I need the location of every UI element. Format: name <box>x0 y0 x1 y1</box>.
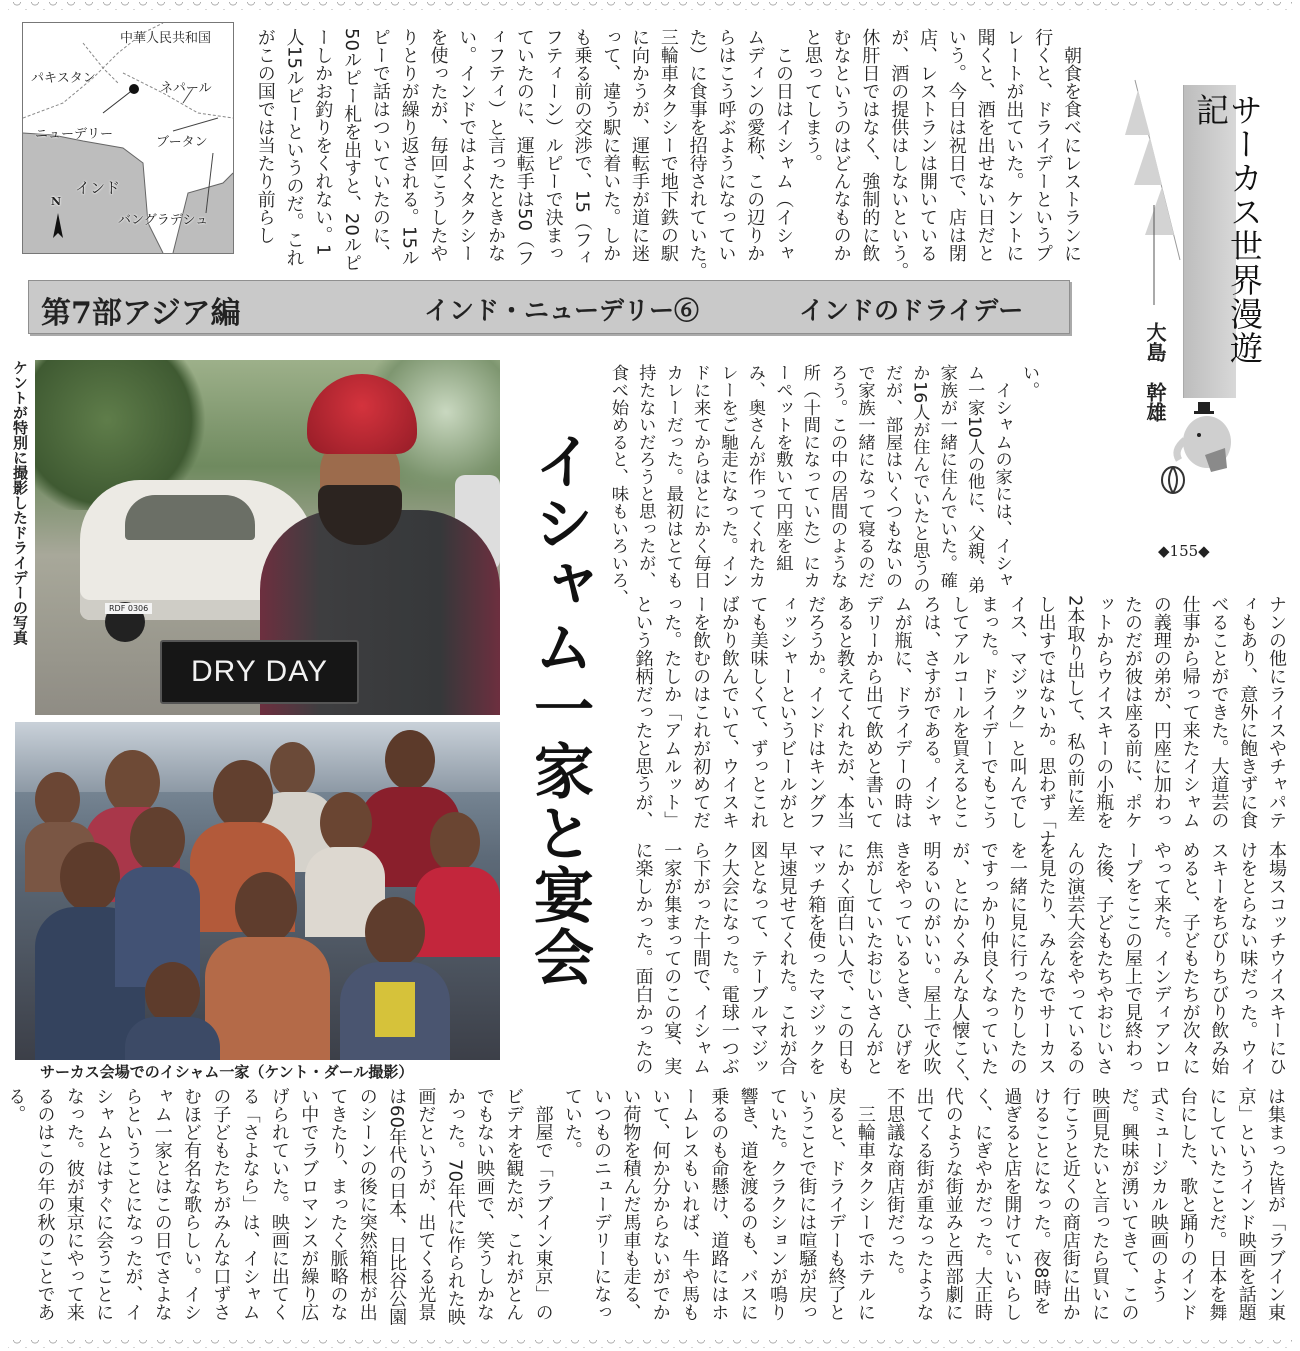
bottom-border <box>8 1340 1292 1348</box>
series-title-banner <box>1183 85 1264 398</box>
text-column: きをやっているとき、ひげを <box>891 841 913 1075</box>
text-column: ろう。この中の居間のような <box>827 364 848 589</box>
text-column: 仕事から帰って来たイシャム <box>1179 595 1201 829</box>
text-column: い荷物を積んだ馬車も走る、 <box>620 1087 642 1321</box>
text-column: べることができた。大道芸の <box>1208 595 1230 829</box>
text-column: 休肝日ではなく、強制的に飲 <box>859 28 881 262</box>
text-column: ィもあり、意外に飽きずに食 <box>1237 595 1259 829</box>
text-column: ですっかり仲良くなっていた <box>978 841 1000 1075</box>
text-column: 台にした、歌と踊りのインド <box>1177 1087 1199 1321</box>
text-column: ナンの他にライスやチャパテ <box>1266 595 1287 829</box>
text-column: か16人が住んでいたと思うの <box>909 364 930 594</box>
text-column: らということになったが、イ <box>122 1087 144 1321</box>
text-column: 家族が一緒に住んでいた。確 <box>936 364 957 589</box>
text-column: むなというのはどんなものか <box>830 28 852 262</box>
text-column: 画だというが、出てくる光景 <box>415 1087 437 1321</box>
text-column: ムディンの愛称、この辺りか <box>744 28 766 262</box>
band-part: 第7部アジア編 <box>41 296 241 331</box>
text-column: ットからウイスキーの小瓶を <box>1093 595 1115 829</box>
text-column: 焦がしていたおじいさんがと <box>862 841 884 1075</box>
map-label-china: 中華人民共和国 <box>120 31 212 46</box>
article-block-3 <box>628 595 1290 847</box>
text-column: った。たしか「アムルット」 <box>661 595 683 829</box>
text-column: 三輪車タクシーでホテルに <box>854 1087 876 1321</box>
text-column: ピーで話はついていたのに、 <box>369 28 391 262</box>
map-label-india: インド <box>75 179 121 197</box>
map-label-new-delhi: ニューデリー <box>35 127 114 142</box>
text-column: に楽しかった。面白かったの <box>632 841 654 1075</box>
text-column: って、違う駅に着いた。しか <box>600 28 622 262</box>
text-column: 本場スコッチウイスキーにひ <box>1266 841 1287 1075</box>
text-column: けをとらない味だった。ウイ <box>1237 841 1259 1075</box>
text-column: げられていた。映画に出てく <box>268 1087 290 1321</box>
map-label-north: N <box>51 195 62 208</box>
text-column: は集まった皆が「ラブイン東 <box>1265 1087 1286 1321</box>
text-column: レートが出ていた。ケントに <box>1003 28 1025 262</box>
text-column: という銘柄だったと思うが、 <box>632 595 654 829</box>
dry-day-sign <box>160 640 359 704</box>
text-column: マッチ箱を使ったマジックを <box>805 841 827 1075</box>
text-column: イシャムの家には、イシャ <box>991 364 1012 589</box>
text-column: ム一家10人の他に、父親、弟 <box>964 364 985 594</box>
family-photo-caption: サーカス会場でのイシャム一家（ケント・ダール撮影） <box>40 1063 414 1081</box>
text-column: い。 <box>1019 364 1039 399</box>
text-column: 所（十間になっていた）にカ <box>799 364 820 589</box>
dry-day-photo <box>35 360 500 715</box>
text-column: ク大会になった。電球一つぶ <box>718 841 740 1075</box>
map-label-nepal: ネパール <box>160 81 212 96</box>
text-column: を使ったが、毎回こうしたや <box>427 28 449 262</box>
text-column: レーをご馳走になった。イン <box>717 364 738 589</box>
text-column: を見たり、みんなでサーカス <box>1035 841 1057 1075</box>
text-column: なった。彼が東京にやって来 <box>63 1087 85 1321</box>
text-column: み、奥さんが作ってくれたカ <box>744 364 765 589</box>
text-column: イス、マジック」と叫んでし <box>1006 595 1028 829</box>
text-column: にしていたことだ。日本を舞 <box>1206 1087 1228 1321</box>
text-column: た）に食事を招待されていた。 <box>686 28 708 280</box>
text-column: 過ぎると店を開けていいらし <box>1001 1087 1023 1321</box>
text-column: ムが瓶に、ドライデーの時は <box>891 595 913 829</box>
text-column: いつものニューデリーになっ <box>591 1087 613 1321</box>
installment-number: ◆155◆ <box>1158 542 1210 560</box>
band-location: インド・ニューデリー⑥ <box>424 296 700 325</box>
text-column: 京」というインド映画を話題 <box>1235 1087 1257 1321</box>
text-column: 図となって、テーブルマジッ <box>747 841 769 1075</box>
text-column: 持たないだろうと思ったが、 <box>635 364 656 589</box>
text-column: いうことで街には喧騒が戻っ <box>796 1087 818 1321</box>
text-column: 出てくる街が重なったような <box>913 1087 935 1321</box>
text-column: 行こうと近くの商店街に出か <box>1059 1087 1081 1321</box>
text-column: ーしかお釣りをくれない。1 <box>312 28 334 256</box>
text-column: ドに来てからはとにかく毎日 <box>690 364 711 589</box>
text-column: 乗るのも命懸け、道路にはホ <box>708 1087 730 1321</box>
text-column: 2本取り出して、私の前に差 <box>1064 595 1086 823</box>
text-column: も乗る前の交渉で、15（フィ <box>571 28 593 267</box>
text-column: のシーンの後に突然箱根が出 <box>356 1087 378 1321</box>
text-column: にかく面白い人で、この日も <box>834 841 856 1075</box>
text-column: の子どもたちがみんな口ずさ <box>210 1087 232 1321</box>
band-subtitle: インドのドライデー <box>799 296 1024 325</box>
text-column: ビデオを観たが、これがとん <box>503 1087 525 1321</box>
text-column: ーを飲むのはこれが初めてだ <box>690 595 712 829</box>
license-plate: RDF 0306 <box>105 603 152 614</box>
text-column: でもない映画で、笑うしかな <box>473 1087 495 1321</box>
text-column: 代のような街並みと西部劇に <box>942 1087 964 1321</box>
text-column: てきたり、まったく脈略のな <box>327 1087 349 1321</box>
text-column: ていた。 <box>561 1087 583 1159</box>
text-column: だ。興味が湧いてきて、この <box>1118 1087 1140 1321</box>
elephant-mascot-icon <box>1155 400 1235 495</box>
text-column: ィッシャーというビールがと <box>776 595 798 829</box>
text-column: 早速見せてくれた。これが合 <box>776 841 798 1075</box>
text-column: い。インドではよくタクシー <box>456 28 478 262</box>
article-block-4 <box>628 841 1290 1093</box>
text-column: を一緒に見に行ったりしたの <box>1006 841 1028 1075</box>
text-column: 朝食を食べにレストランに <box>1061 28 1082 262</box>
text-column: ろは、さすがである。イシャ <box>920 595 942 829</box>
text-column: 式ミュージカル映画のよう <box>1147 1087 1169 1303</box>
text-column: で家族一緒になって寝るのだ <box>854 364 875 589</box>
text-column: 行くと、ドライデーというプ <box>1032 28 1054 262</box>
text-column: 食べ始めると、味もいろいろ、 <box>607 364 628 607</box>
text-column: いう。今日は祝日で、店は閉 <box>945 28 967 262</box>
text-column: してアルコールを買えるとこ <box>949 595 971 829</box>
text-column: し出すではないか。思わず「ナ <box>1035 595 1057 847</box>
text-column: ていたのに、運転手は50（フ <box>513 28 535 267</box>
text-column: シャムとはすぐに会うことに <box>93 1087 115 1321</box>
series-title: サーカス世界漫遊記 <box>1191 93 1264 365</box>
map-label-bangladesh: バングラデシュ <box>118 213 209 228</box>
text-column: ばかり飲んでいて、ウイスキ <box>718 595 740 829</box>
dry-day-photo-caption: ケントが特別に撮影したドライデーの写真 <box>11 360 29 645</box>
text-column: る「さよなら」は、イシャム <box>239 1087 261 1321</box>
text-column: ら下がった十間で、イシャム <box>690 841 712 1075</box>
text-column: けることになった。夜8時を <box>1030 1087 1052 1315</box>
text-column: ーペットを敷いて円座を組 <box>772 364 793 572</box>
text-column: ームレスもいれば、牛や馬も <box>679 1087 701 1321</box>
text-column: が、酒の提供はしないという。 <box>888 28 910 280</box>
family-photo <box>15 722 500 1060</box>
text-column: 一家が集まってのこの宴、実 <box>661 841 683 1075</box>
headline: イシャム一家と宴会 <box>524 430 594 988</box>
article-block-5 <box>1 1087 1290 1326</box>
text-column: 三輪車タクシーで地下鉄の駅 <box>657 28 679 262</box>
author-name: 大島 幹雄 <box>1143 322 1167 422</box>
text-column: ても美味しくて、ずっとこれ <box>747 595 769 829</box>
text-column: 店、レストランは開いている <box>917 28 939 262</box>
text-column: ープをここの屋上で見終わっ <box>1122 841 1144 1075</box>
text-column: 戻ると、ドライデーも終了と <box>825 1087 847 1321</box>
text-column: 明るいのがいい。屋上で火吹 <box>920 841 942 1075</box>
section-band <box>28 280 1070 334</box>
text-column: フティーン）ルピーで決まっ <box>542 28 564 262</box>
text-column: ていた。クラクションが鳴り <box>766 1087 788 1321</box>
text-column: く、にぎやかだった。大正時 <box>972 1087 994 1321</box>
text-column: 部屋で「ラブイン東京」の <box>532 1087 554 1321</box>
text-column: いて、何か分からないがでか <box>649 1087 671 1321</box>
text-column: りとりが繰り返される。15ル <box>398 28 420 267</box>
text-column: ャム一家とはこの日でさよな <box>151 1087 173 1321</box>
text-column: だが、部屋はいくつもないの <box>881 364 902 589</box>
text-column: ィフティ）と言ったときかな <box>485 28 507 262</box>
text-column: と思ってしまう。 <box>801 28 823 172</box>
text-column: デリーから出て飲めと書いて <box>862 595 884 829</box>
text-column: 不思議な商店街だった。 <box>884 1087 906 1285</box>
text-column: 響き、道を渡るのも、バスに <box>737 1087 759 1321</box>
text-column: スキーをちびりちびり飲み始 <box>1208 841 1230 1075</box>
text-column: たのだが彼は座る前に、ポケ <box>1122 595 1144 829</box>
text-column: まった。ドライデーでもこう <box>978 595 1000 829</box>
text-column: カレーだった。最初はとても <box>662 364 683 589</box>
text-column: やって来た。インディアンロ <box>1150 841 1172 1075</box>
article-block-1 <box>250 28 1085 280</box>
text-column: 50ルピー札を出すと、20ルピ <box>341 28 363 272</box>
text-column: めると、子どもたちが次々に <box>1179 841 1201 1075</box>
text-column: がこの国では当たり前らし <box>254 28 276 244</box>
text-column: んの演芸大会をやっているの <box>1064 841 1086 1075</box>
text-column: い中でラブロマンスが繰り広 <box>298 1087 320 1321</box>
text-column: は60年代の日本、日比谷公園 <box>386 1087 408 1326</box>
text-column: むほど有名な歌らしい。イシ <box>181 1087 203 1321</box>
text-column: かった。70年代に作られた映 <box>444 1087 466 1326</box>
text-column: に向かうが、運転手が道に迷 <box>629 28 651 262</box>
text-column: 映画見たいと言ったら買いに <box>1089 1087 1111 1321</box>
text-column: の義理の弟が、円座に加わっ <box>1150 595 1172 829</box>
text-column: る。 <box>5 1087 27 1123</box>
article-block-2 <box>604 364 1043 606</box>
text-column: だろうか。インドはキングフ <box>805 595 827 829</box>
map-label-bhutan: ブータン <box>156 135 208 150</box>
text-column: この日はイシャム（イシャ <box>773 28 795 262</box>
sign-text: DRY DAY <box>190 655 329 688</box>
text-column: が、とにかくみんな人懐こく、 <box>949 841 971 1093</box>
india-map <box>22 22 234 254</box>
text-column: るのはこの年の秋のことであ <box>34 1087 56 1321</box>
map-label-pakistan: パキスタン <box>31 71 96 86</box>
text-column: あると教えてくれたが、本当 <box>834 595 856 829</box>
top-border <box>8 2 1292 10</box>
text-column: た後、子どもたちやおじいさ <box>1093 841 1115 1075</box>
text-column: 聞くと、酒を出せない日だと <box>974 28 996 262</box>
text-column: らはこう呼ぶようになってい <box>715 28 737 262</box>
text-column: 人15ルピーというのだ。これ <box>283 28 305 267</box>
